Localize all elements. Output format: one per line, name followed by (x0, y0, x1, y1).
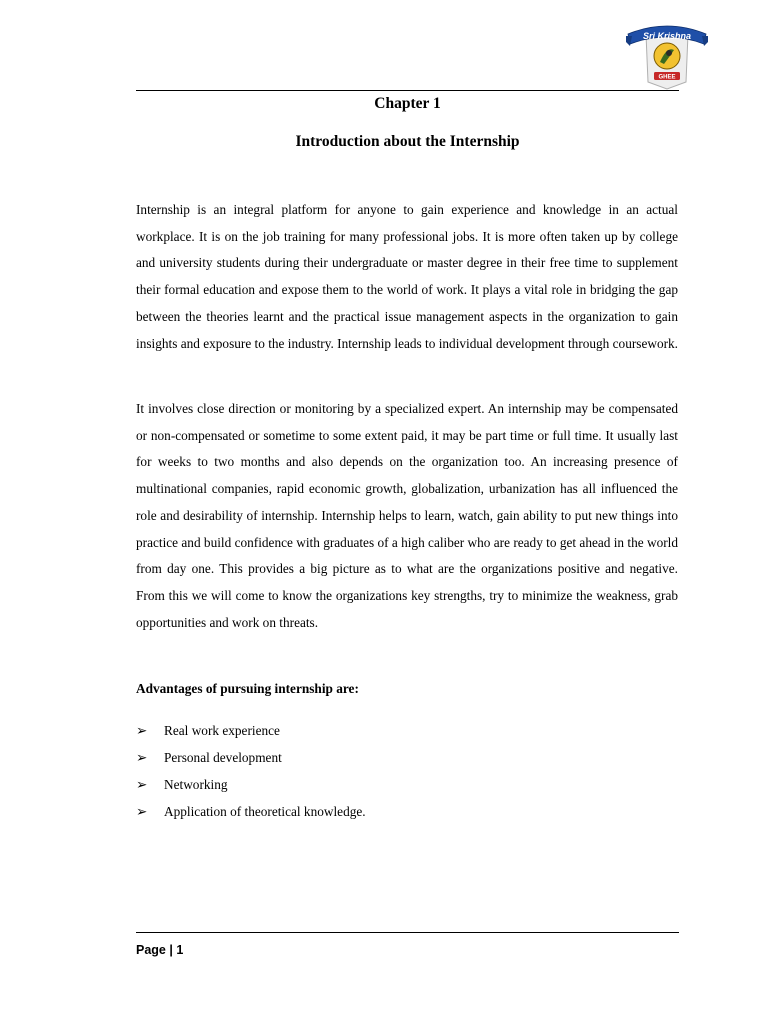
list-item (136, 798, 366, 825)
list-item-label: Networking (164, 776, 228, 792)
arrowhead-bullet-icon: ➢ (136, 803, 148, 819)
list-item-label: Application of theoretical knowledge. (164, 803, 366, 819)
paragraph-1: Internship is an integral platform for anyone to gain experience and knowledge in an actual workplace. It is on the job training for many professional jobs. It is more often taken up by college and university students during their undergraduate or master degree in their free time to supplement their formal education and expose them to the world of work. It plays a vital role in bridging the gap between the theories learnt and the practical issue management aspects in the organization to gain insights and exposure to the industry. Internship leads to individual development through coursework. (136, 202, 678, 351)
list-item-label: Real work experience (164, 722, 280, 738)
advantages-heading: Advantages of pursuing internship are: (136, 681, 359, 696)
arrowhead-bullet-icon: ➢ (136, 749, 148, 765)
list-item (136, 717, 366, 744)
chapter-label: Chapter 1 (374, 95, 441, 112)
page-number: Page | 1 (136, 943, 184, 957)
arrowhead-bullet-icon: ➢ (136, 776, 148, 792)
header-rule (136, 90, 679, 91)
list-item-label: Personal development (164, 749, 282, 765)
arrowhead-bullet-icon: ➢ (136, 722, 148, 738)
paragraph-2: It involves close direction or monitoring by a specialized expert. An internship may be compensated or non-compensated or sometime to some extent paid, it may be part time or full time. It usually last for weeks to two months and also depends on the organization too. An increasing presence of multinational companies, rapid economic growth, globalization, urbanization has all influenced the role and desirability of internship. Internship helps to learn, watch, gain ability to put new things into practice and build confidence with graduates of a high caliber who are ready to get ahead in the world from day one. This provides a big picture as to what are the organizations positive and negative. From this we will come to know the organizations key strengths, try to minimize the weakness, grab opportunities and work on threats. (136, 401, 678, 630)
list-item (136, 771, 366, 798)
list-item (136, 744, 366, 771)
advantages-list (136, 717, 366, 825)
chapter-title: Introduction about the Internship (295, 133, 520, 150)
footer-rule (136, 932, 679, 933)
svg-text:Sri Krishna: Sri Krishna (642, 31, 692, 41)
svg-text:GHEE: GHEE (658, 74, 676, 81)
sri-krishna-ghee-logo (626, 20, 708, 90)
